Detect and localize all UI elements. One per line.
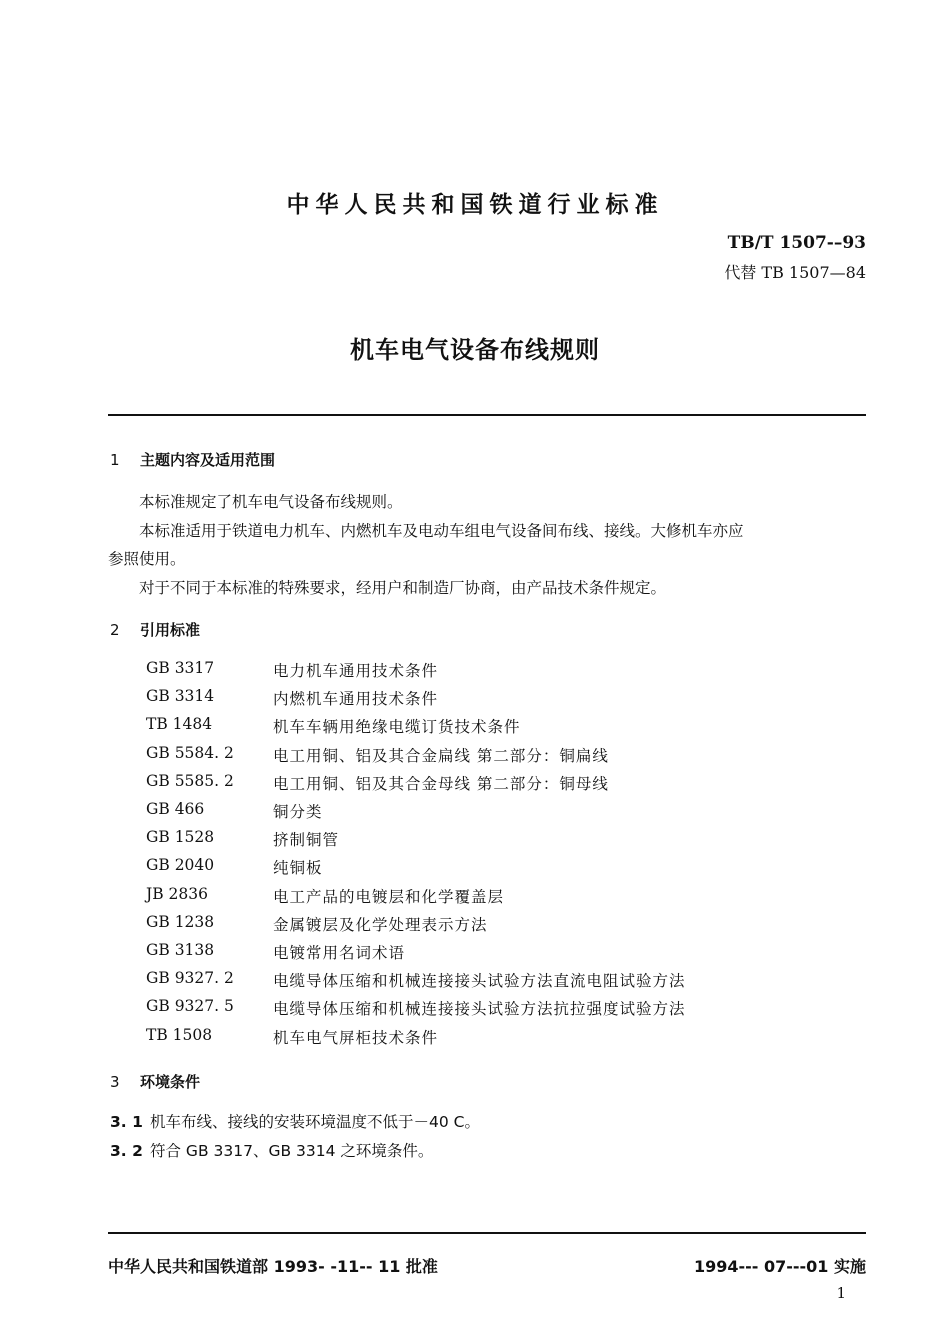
- reference-code: GB 1238: [146, 912, 215, 931]
- reference-title: 电缆导体压缩和机械连接接头试验方法直流电阻试验方法: [273, 972, 686, 991]
- reference-code: GB 3138: [146, 941, 215, 959]
- reference-title: 铜分类: [273, 803, 323, 821]
- clause-text: 符合 GB 3317、GB 3314 之环境条件。: [150, 1142, 434, 1160]
- section-3-heading: [110, 1071, 200, 1092]
- reference-title: 电力机车通用技术条件: [273, 662, 439, 680]
- reference-code: GB 9327. 2: [146, 969, 234, 988]
- reference-code: GB 9327. 5: [146, 997, 234, 1016]
- section-2-heading: [110, 619, 200, 640]
- reference-title: 纯铜板: [273, 859, 323, 878]
- standard-code: TB/T 1507-–93: [727, 233, 866, 253]
- reference-title: 电工产品的电镀层和化学覆盖层: [273, 887, 505, 906]
- header-divider: [108, 414, 866, 416]
- clause-3-1: [110, 1110, 480, 1132]
- paragraph-continuation: 参照使用。: [108, 550, 186, 568]
- page-number: 1: [836, 1284, 846, 1302]
- clause-3-2: [110, 1139, 433, 1161]
- clause-number: 3. 1: [110, 1113, 143, 1131]
- paragraph: 本标准适用于铁道电力机车、内燃机车及电动车组电气设备间布线、接线。大修机车亦应: [139, 522, 744, 540]
- reference-title: 电工用铜、铝及其合金母线 第二部分：铜母线: [273, 774, 609, 793]
- reference-title: 机车车辆用绝缘电缆订货技术条件: [273, 718, 521, 737]
- section-title: 引用标准: [140, 621, 201, 639]
- section-title: 主题内容及适用范围: [140, 451, 276, 469]
- reference-title: 机车电气屏柜技术条件: [273, 1028, 439, 1047]
- section-1-heading: [110, 449, 275, 470]
- reference-code: GB 5584. 2: [146, 743, 234, 762]
- reference-code: JB 2836: [146, 884, 208, 903]
- paragraph: 对于不同于本标准的特殊要求，经用户和制造厂协商，由产品技术条件规定。: [139, 579, 667, 597]
- clause-number: 3. 2: [110, 1142, 143, 1160]
- reference-code: GB 2040: [146, 856, 215, 875]
- reference-title: 电工用铜、铝及其合金扁线 第二部分：铜扁线: [273, 746, 609, 765]
- reference-code: GB 1528: [146, 828, 215, 847]
- effective-date: 1994--- 07---01 实施: [693, 1257, 866, 1276]
- reference-code: GB 466: [146, 800, 205, 818]
- reference-code: GB 5585. 2: [146, 771, 234, 790]
- reference-title: 内燃机车通用技术条件: [273, 690, 439, 709]
- clause-text: 机车布线、接线的安装环境温度不低于－40 C。: [150, 1113, 480, 1131]
- reference-title: 挤制铜管: [273, 831, 340, 850]
- section-number: 1: [110, 451, 120, 469]
- section-title: 环境条件: [140, 1073, 201, 1091]
- reference-code: TB 1508: [146, 1025, 213, 1044]
- paragraph: 本标准规定了机车电气设备布线规则。: [139, 493, 403, 511]
- section-number: 2: [110, 621, 120, 639]
- reference-code: GB 3314: [146, 687, 215, 706]
- replaces-standard: 代替 TB 1507—84: [724, 263, 866, 282]
- document-title: 机车电气设备布线规则: [350, 336, 600, 364]
- reference-code: GB 3317: [146, 659, 215, 677]
- standard-type-heading: 中华人民共和国铁道行业标准: [286, 192, 664, 218]
- reference-title: 金属镀层及化学处理表示方法: [273, 915, 488, 934]
- section-number: 3: [110, 1073, 120, 1091]
- reference-code: TB 1484: [146, 715, 213, 734]
- reference-title: 电镀常用名词术语: [273, 944, 406, 962]
- reference-title: 电缆导体压缩和机械连接接头试验方法抗拉强度试验方法: [273, 1000, 686, 1019]
- approval-statement: 中华人民共和国铁道部 1993- -11-- 11 批准: [108, 1257, 438, 1276]
- footer-divider: [108, 1232, 866, 1234]
